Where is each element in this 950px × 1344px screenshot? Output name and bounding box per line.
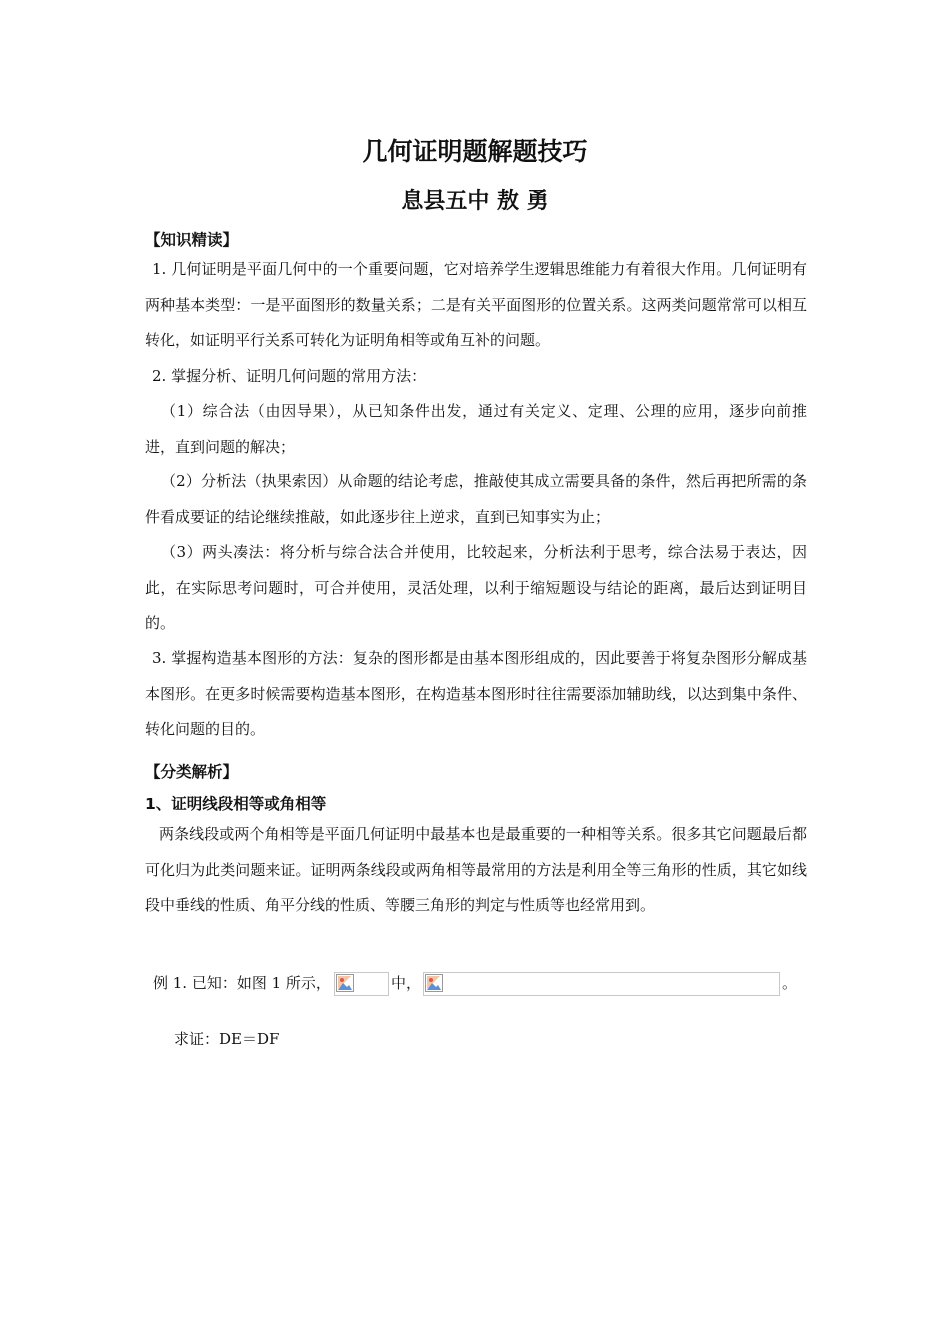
document-title: 几何证明题解题技巧 bbox=[362, 137, 588, 166]
section-heading-knowledge: 【知识精读】 bbox=[145, 231, 239, 249]
section-heading-classify: 【分类解析】 bbox=[145, 763, 239, 781]
paragraph-5: （3）两头凑法：将分析与综合法合并使用，比较起来，分析法利于思考，综合法易于表达，因此，在实际思考问题时，可合并使用，灵活处理，以利于缩短题设与结论的距离，最后达到证明目的。 bbox=[145, 543, 807, 632]
paragraph-1: 1. 几何证明是平面几何中的一个重要问题，它对培养学生逻辑思维能力有着很大作用。几何证明有两种基本类型：一是平面图形的数量关系；二是有关平面图形的位置关系。这两类问题常常可以相互转化，如证明平行关系可转化为证明角相等或角互补的问题。 bbox=[145, 260, 807, 349]
example-prefix: 例 1. 已知：如图 1 所示， bbox=[153, 974, 331, 992]
document-author: 息县五中 敖 勇 bbox=[401, 189, 549, 214]
example-suffix: 。 bbox=[781, 974, 797, 992]
broken-image-icon bbox=[425, 974, 443, 992]
example-1-line bbox=[153, 968, 797, 998]
example-middle: 中， bbox=[390, 974, 421, 992]
condition-image-placeholder bbox=[423, 972, 780, 996]
paragraph-4: （2）分析法（执果索因）从命题的结论考虑，推敲使其成立需要具备的条件，然后再把所需的条件看成要证的结论继续推敲，如此逐步往上逆求，直到已知事实为止； bbox=[145, 472, 807, 526]
paragraph-7: 两条线段或两个角相等是平面几何证明中最基本也是最重要的一种相等关系。很多其它问题最后都可化归为此类问题来证。证明两条线段或两角相等最常用的方法是利用全等三角形的性质，其它如线段中垂线的性质、角平分线的性质、等腰三角形的判定与性质等也经常用到。 bbox=[145, 825, 807, 914]
broken-image-icon bbox=[336, 974, 354, 992]
formula-image-placeholder bbox=[334, 972, 389, 996]
prove-statement: 求证：DE＝DF bbox=[174, 1030, 280, 1048]
paragraph-6: 3. 掌握构造基本图形的方法：复杂的图形都是由基本图形组成的，因此要善于将复杂图形分解成基本图形。在更多时候需要构造基本图形，在构造基本图形时往往需要添加辅助线，以达到集中条件、转化问题的目的。 bbox=[145, 649, 807, 738]
paragraph-3: （1）综合法（由因导果），从已知条件出发，通过有关定义、定理、公理的应用，逐步向前推进，直到问题的解决； bbox=[145, 402, 807, 456]
subsection-heading-1: 1、证明线段相等或角相等 bbox=[145, 795, 327, 813]
paragraph-2: 2. 掌握分析、证明几何问题的常用方法： bbox=[152, 367, 427, 385]
